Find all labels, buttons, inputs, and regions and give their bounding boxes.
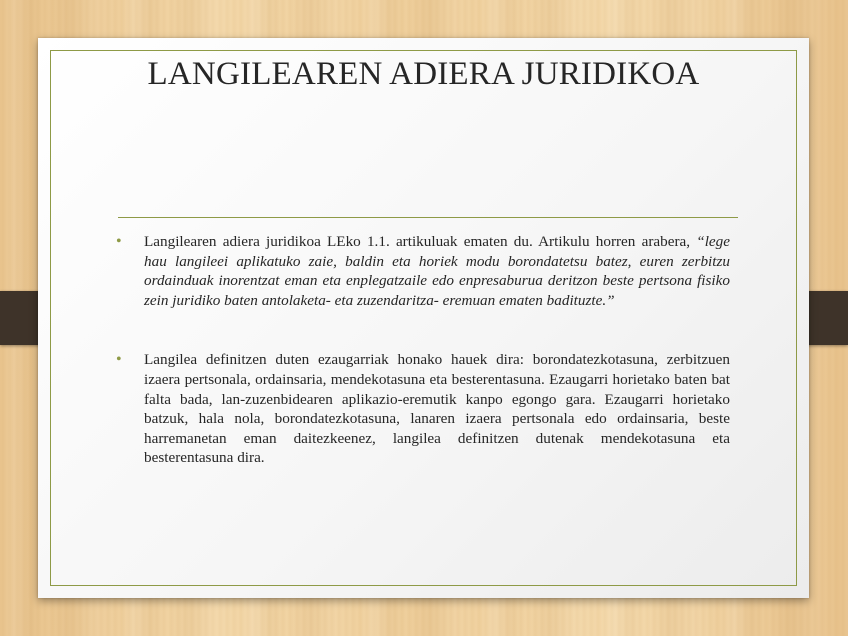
bullet-text: Langilea definitzen duten ezaugarriak honako hauek dira: borondatezkotasuna, zerbitzuen izaera pertsonala, ordainsaria, mendekotasuna eta besterentasuna. Ezaugarri horietako baten bat falta bada, lan-zuzenbidearen aplikazio-eremutik kanpo egongo gara. Ezaugarri horietako batzuk, hala nola, borondatezkotasuna, lanaren izaera pertsonala edo ordainsaria, beste harremanetan eman daitezkeenez, langilea definitzen dutenak mendekotasuna eta besterentasuna dira.	[144, 351, 730, 467]
bullet-item-definition	[116, 232, 730, 310]
title-divider	[118, 217, 738, 218]
law-quote: “lege hau langileei aplikatuko zaie, baldin eta horiek modu borondatetsu batez, euren zerbitzu ordainduak inorentzat eman eta enplegatzaile edo enpresaburua deritzon beste pertsona fisiko zein juridiko baten antolaketa- eta zuzendaritza- eremuan ematen badituzte.”	[144, 233, 730, 309]
slide	[38, 38, 809, 598]
bullet-dot-icon: •	[116, 233, 122, 250]
bullet-dot-icon: •	[116, 351, 122, 369]
slide-title: LANGILEAREN ADIERA JURIDIKOA	[147, 56, 700, 92]
bullet-list	[116, 232, 730, 468]
bullet-text: Langilearen adiera juridikoa LEko 1.1. artikuluak ematen du. Artikulu horren arabera,	[144, 233, 697, 250]
bullet-item-characteristics	[116, 350, 730, 468]
